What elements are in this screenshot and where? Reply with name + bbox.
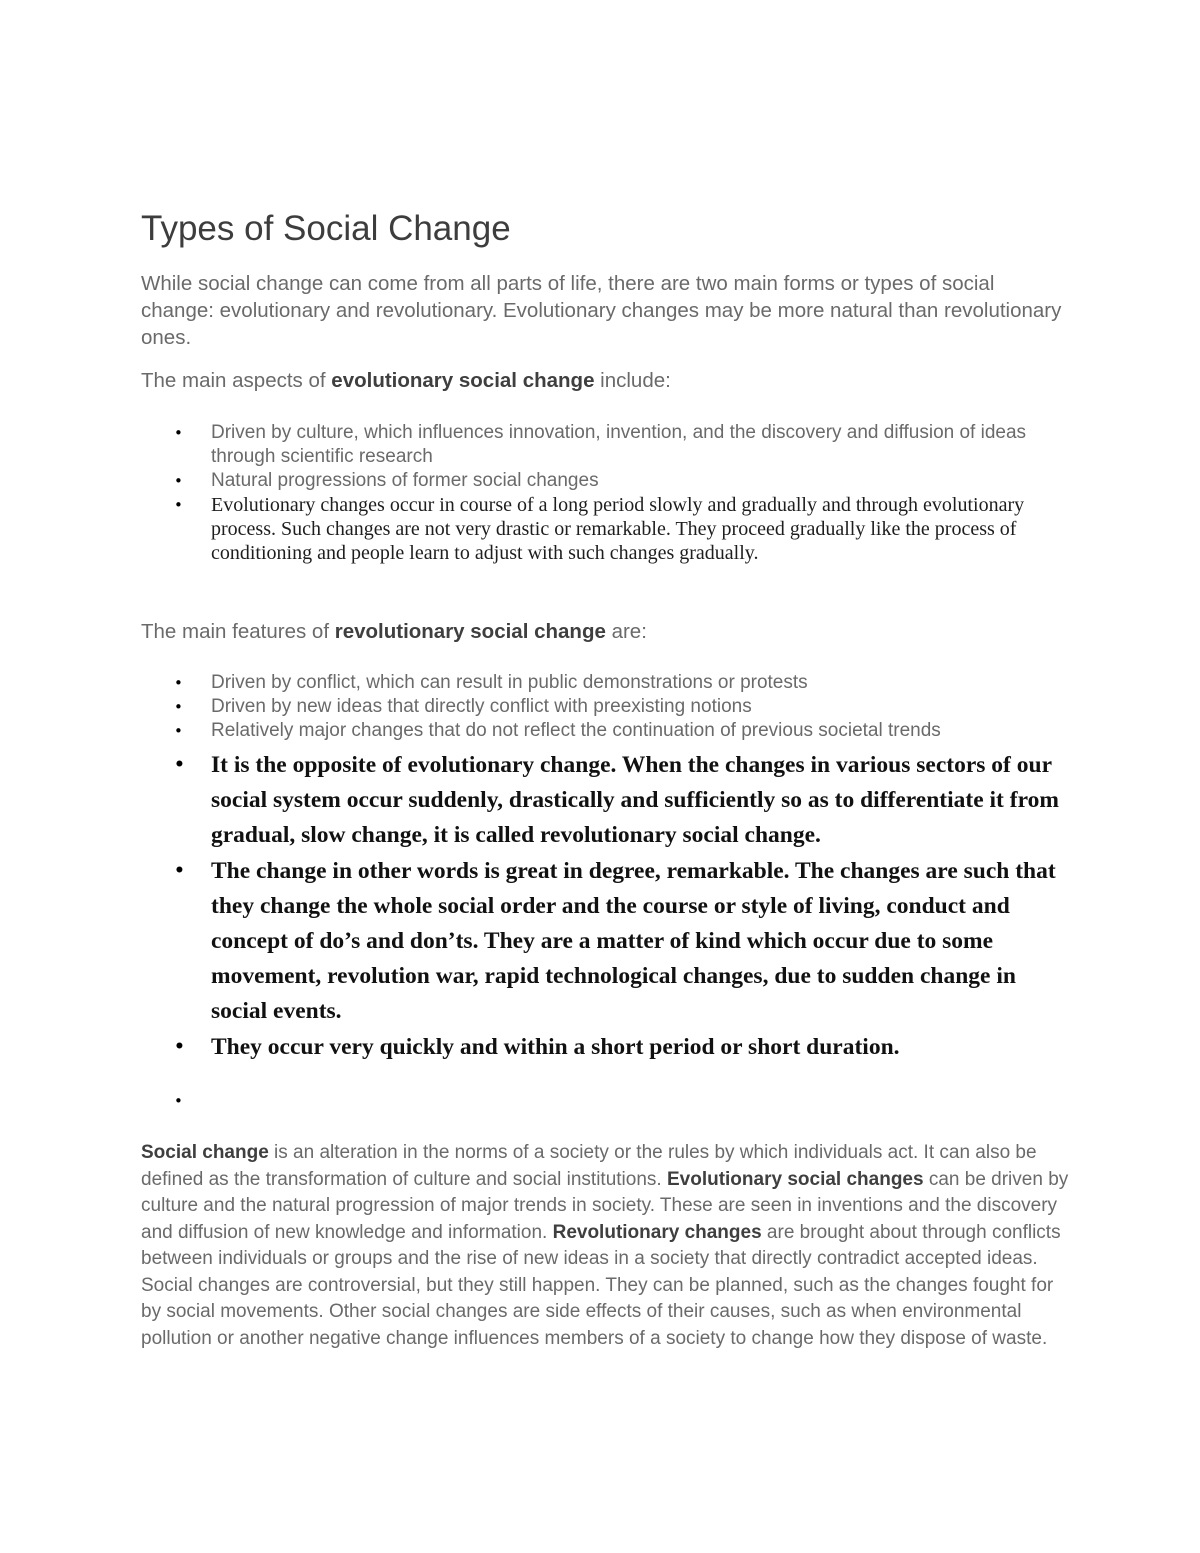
summary-paragraph <box>141 1140 1071 1352</box>
summary-term-evolutionary: Evolutionary social changes <box>666 1168 924 1190</box>
list-item <box>141 854 1071 1030</box>
list-item-text: It is the opposite of evolutionary change. When the changes in various sectors of our social system occur suddenly, drastically and sufficiently so as to differentiate it from gradual, slow change, it is called revolutionary social change. <box>211 752 1059 849</box>
list-item-text: They occur very quickly and within a short period or short duration. <box>211 1033 900 1060</box>
list-item <box>141 695 1071 719</box>
list-item-text: Evolutionary changes occur in course of a long period slowly and gradually and through evolutionary process. Such changes are not very drastic or remarkable. They proceed gradually like the process of conditioning and people learn to adjust with such changes gradually. <box>211 494 1025 564</box>
revolutionary-bold-list <box>141 748 1071 1065</box>
bullet-icon: • <box>174 424 183 442</box>
list-item <box>141 1030 1071 1065</box>
revolutionary-lead <box>141 618 647 645</box>
revolutionary-lead-term: revolutionary social change <box>334 620 606 643</box>
empty-list-item <box>141 1086 1071 1116</box>
list-item-text: The change in other words is great in degree, remarkable. The changes are such that they change the whole social order and the course or style of living, conduct and concept of do’s and don’ts. They are a matter of kind which occur due to some movement, revolution war, rapid technological changes, due to sudden change in social events. <box>211 857 1056 1025</box>
evolutionary-lead-after: include: <box>594 369 671 392</box>
bullet-icon: • <box>174 1036 185 1057</box>
list-item <box>141 748 1071 854</box>
list-item <box>141 421 1071 469</box>
intro-paragraph: While social change can come from all parts of life, there are two main forms or types of social change: evolutionary and revolutionary. Evolutionary changes may be more natural than revolutionary ones. <box>141 272 1062 349</box>
summary-term-social-change: Social change <box>141 1142 269 1163</box>
empty-list <box>141 1086 1071 1116</box>
list-item-text: Driven by new ideas that directly conflict with preexisting notions <box>211 696 752 717</box>
list-item <box>141 493 1071 565</box>
evolutionary-lead-before: The main aspects of <box>141 369 332 392</box>
bullet-icon: • <box>174 698 183 716</box>
summary-text: can be driven by culture and the natural progression of major trends in society. These are seen in inventions and the discovery and diffusion of new knowledge and information. <box>141 1168 1069 1243</box>
revolutionary-lead-before: The main features of <box>141 620 335 643</box>
evolutionary-lead-term: evolutionary social change <box>331 369 595 392</box>
list-item <box>141 719 1071 743</box>
evolutionary-list <box>141 421 1071 565</box>
bullet-icon: • <box>174 722 183 740</box>
revolutionary-list <box>141 671 1071 743</box>
summary-term-revolutionary: Revolutionary changes <box>552 1221 762 1243</box>
bullet-icon: • <box>174 755 185 775</box>
evolutionary-lead <box>141 367 671 394</box>
bullet-icon: • <box>174 472 183 490</box>
bullet-icon: • <box>174 1092 183 1110</box>
list-item-text: Relatively major changes that do not reflect the continuation of previous societal trends <box>211 720 941 741</box>
list-item-text: Driven by culture, which influences innovation, invention, and the discovery and diffusion of ideas through scientific research <box>211 422 1027 467</box>
summary-text: is an alteration in the norms of a society or the rules by which individuals act. It can also be defined as the transformation of culture and social institutions. <box>141 1142 1037 1190</box>
list-item-text: Driven by conflict, which can result in public demonstrations or protests <box>211 672 808 693</box>
list-item <box>141 469 1071 493</box>
revolutionary-lead-after: are: <box>605 620 647 643</box>
page-title: Types of Social Change <box>141 209 511 248</box>
bullet-icon: • <box>174 674 183 692</box>
bullet-icon: • <box>174 860 185 881</box>
summary-text: are brought about through conflicts between individuals or groups and the rise of new ideas in a society that directly contradict accepted ideas. Social changes are controversial, but they still happen. They can be planned, such as the changes fought for by social movements. Other social changes are side effects of their causes, such as when environmental pollution or another negative change influences members of a society to change how they dispose of waste. <box>141 1221 1061 1349</box>
list-item-text: Natural progressions of former social changes <box>211 470 599 491</box>
list-item <box>141 671 1071 695</box>
bullet-icon: • <box>174 496 183 514</box>
